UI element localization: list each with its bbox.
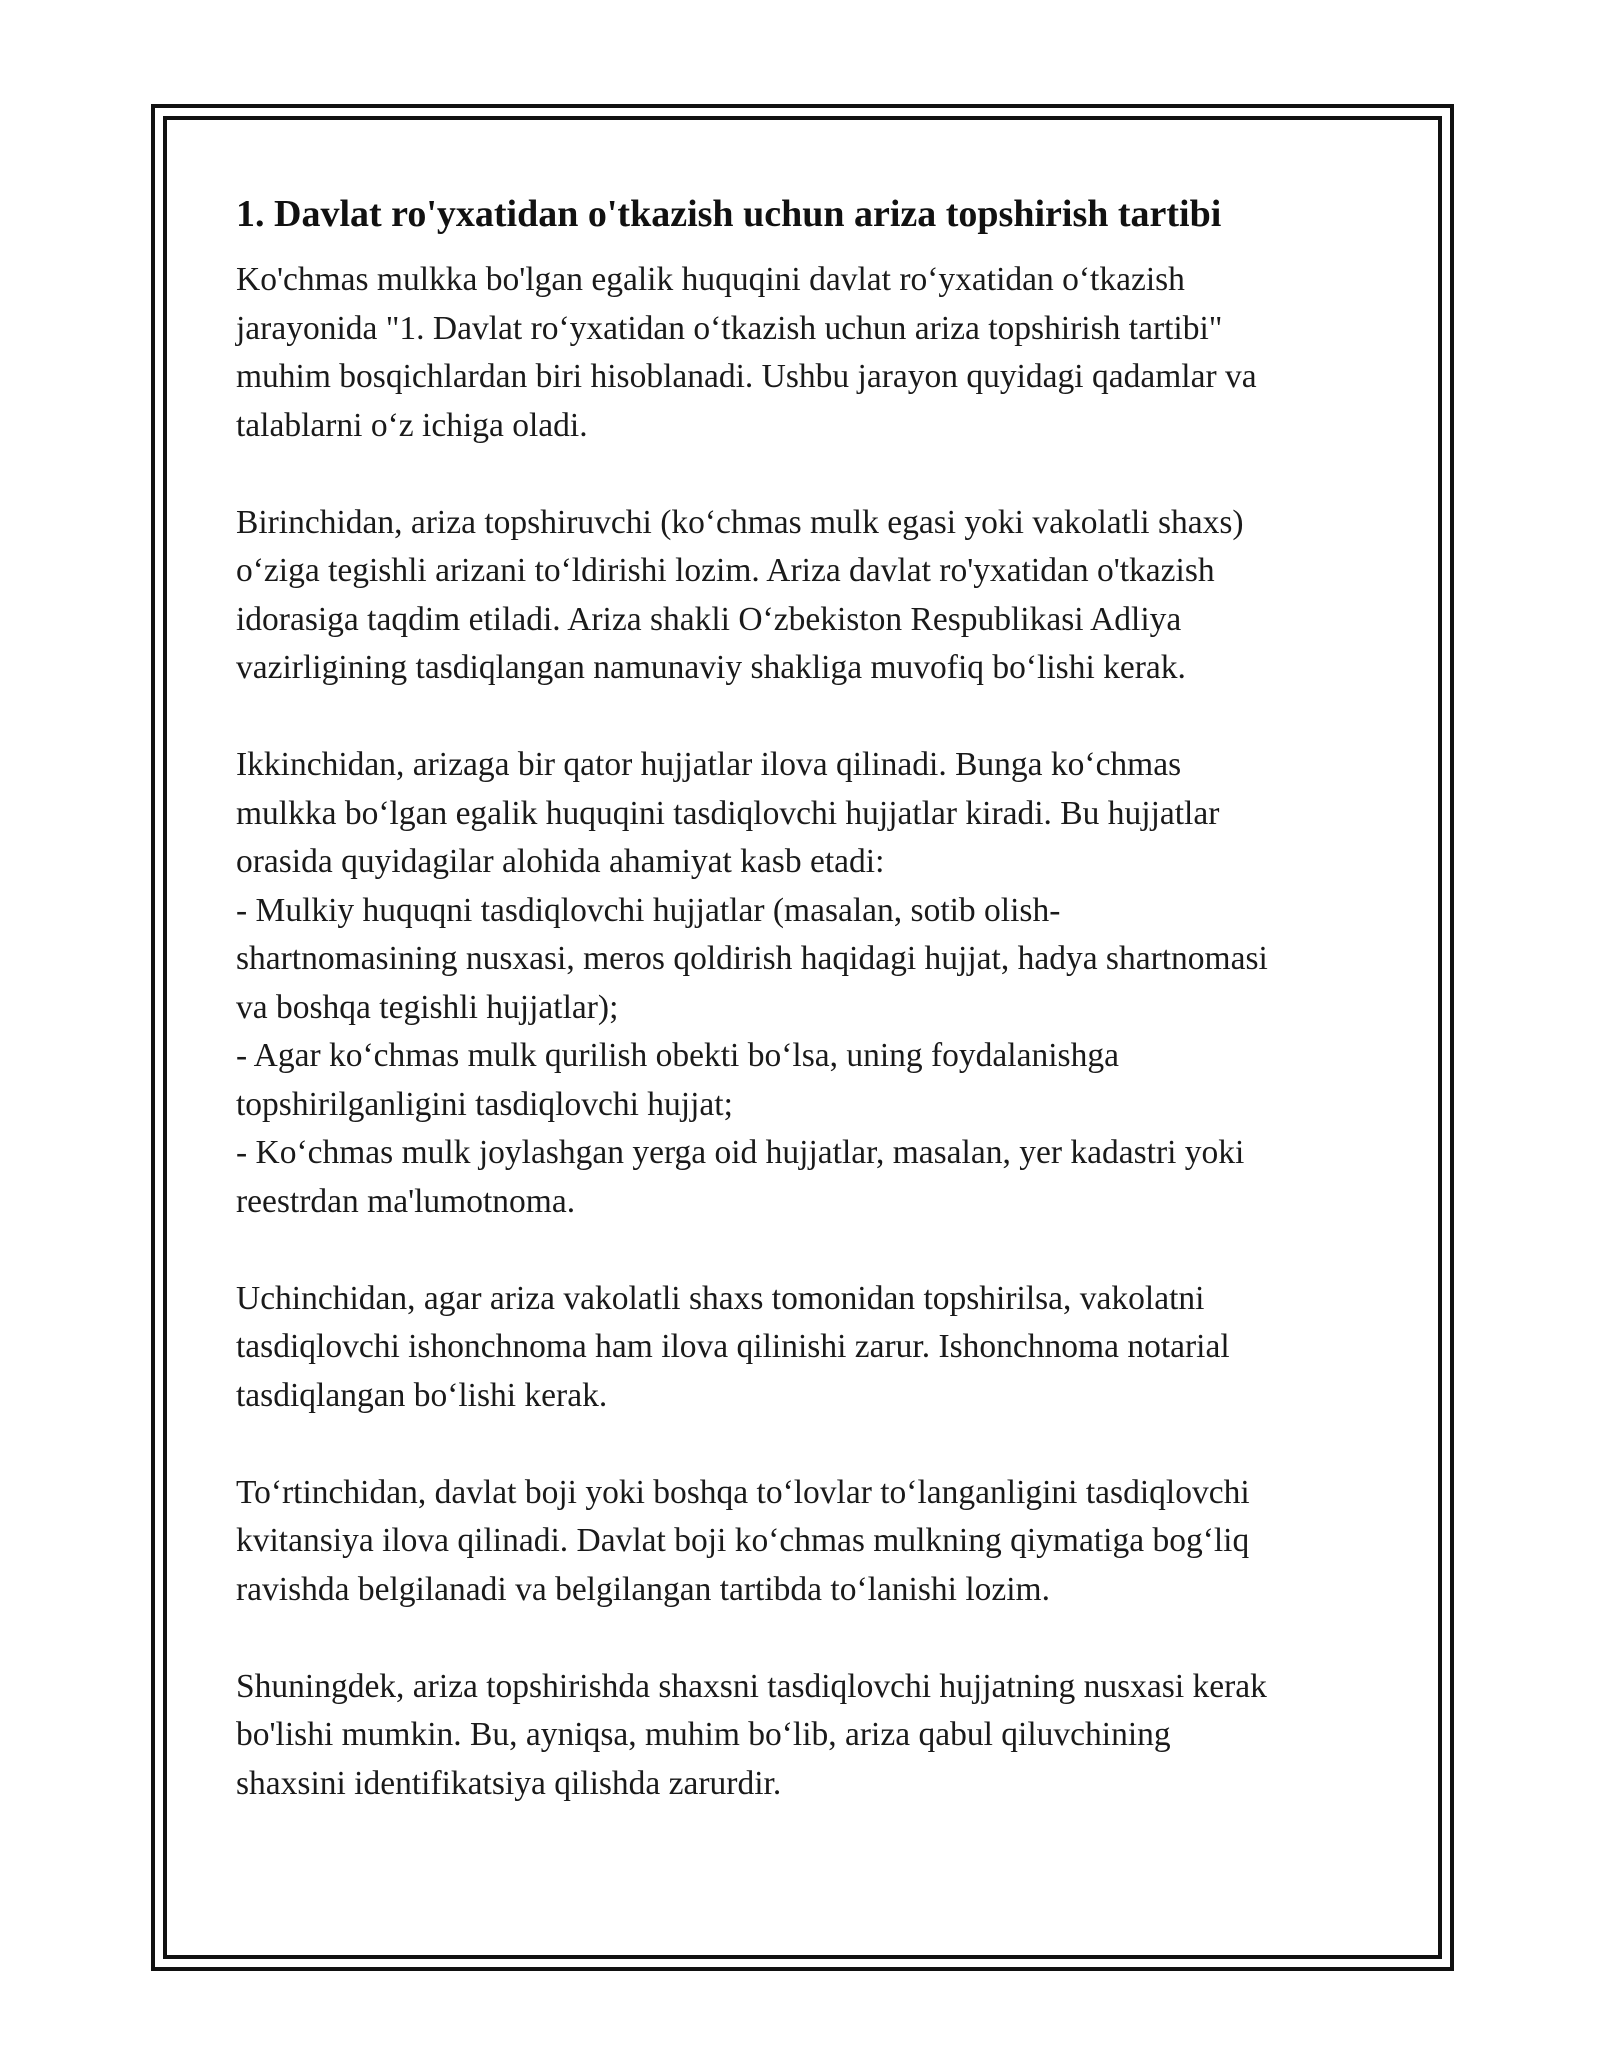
paragraph-fourth: To‘rtinchidan, davlat boji yoki boshqa to‘lovlar to‘langanligini tasdiqlovchi kvitansiya ilova qilinadi. Davlat boji ko‘chmas mulkning qiymatiga bog‘liq ravishda belgilanadi va belgilangan tartibda to‘lanishi lozim.: [236, 1473, 1250, 1608]
paragraph-intro: Ko'chmas mulkka bo'lgan egalik huquqini davlat ro‘yxatidan o‘tkazish jarayonida "1. Davlat ro‘yxatidan o‘tkazish uchun ariza topshirish tartibi" muhim bosqichlardan biri hisoblanadi. Ushbu jarayon quyidagi qadamlar va talablarni o‘z ichiga oladi.: [236, 261, 1257, 444]
paragraph-additional: Shuningdek, ariza topshirishda shaxsni tasdiqlovchi hujjatning nusxasi kerak bo'lishi mumkin. Bu, ayniqsa, muhim bo‘lib, ariza qabul qiluvchining shaxsini identifikatsiya qilishda zarurdir.: [236, 1667, 1267, 1802]
paragraph-first: Birinchidan, ariza topshiruvchi (ko‘chmas mulk egasi yoki vakolatli shaxs) o‘ziga tegishli arizani to‘ldirishi lozim. Ariza davlat ro'yxatidan o'tkazish idorasiga taqdim etiladi. Ariza shakli O‘zbekiston Respublikasi Adliya vazirligining tasdiqlangan namunaviy shakliga muvofiq bo‘lishi kerak.: [236, 503, 1244, 686]
paragraph-third: Uchinchidan, agar ariza vakolatli shaxs tomonidan topshirilsa, vakolatni tasdiqlovchi ishonchnoma ham ilova qilinishi zarur. Ishonchnoma notarial tasdiqlangan bo‘lishi kerak.: [236, 1279, 1230, 1414]
document-body: [236, 188, 1376, 1857]
paragraph-second: Ikkinchidan, arizaga bir qator hujjatlar ilova qilinadi. Bunga ko‘chmas mulkka bo‘lgan egalik huquqini tasdiqlovchi hujjatlar kiradi. Bu hujjatlar orasida quyidagilar alohida ahamiyat kasb etadi: - Mulkiy huquqni tasdiqlovchi hujjatlar (masalan, sotib olish- shartnomasining nusxasi, meros qoldirish haqidagi hujjat, hadya shartnomasi va boshqa tegishli hujjatlar); - Agar ko‘chmas mulk qurilish obekti bo‘lsa, uning foydalanishga topshirilganligini tasdiqlovchi hujjat; - Ko‘chmas mulk joylashgan yerga oid hujjatlar, masalan, yer kadastri yoki reestrdan ma'lumotnoma.: [236, 746, 1268, 1220]
document-title: 1. Davlat ro'yxatidan o'tkazish uchun ariza topshirish tartibi: [236, 193, 1222, 235]
